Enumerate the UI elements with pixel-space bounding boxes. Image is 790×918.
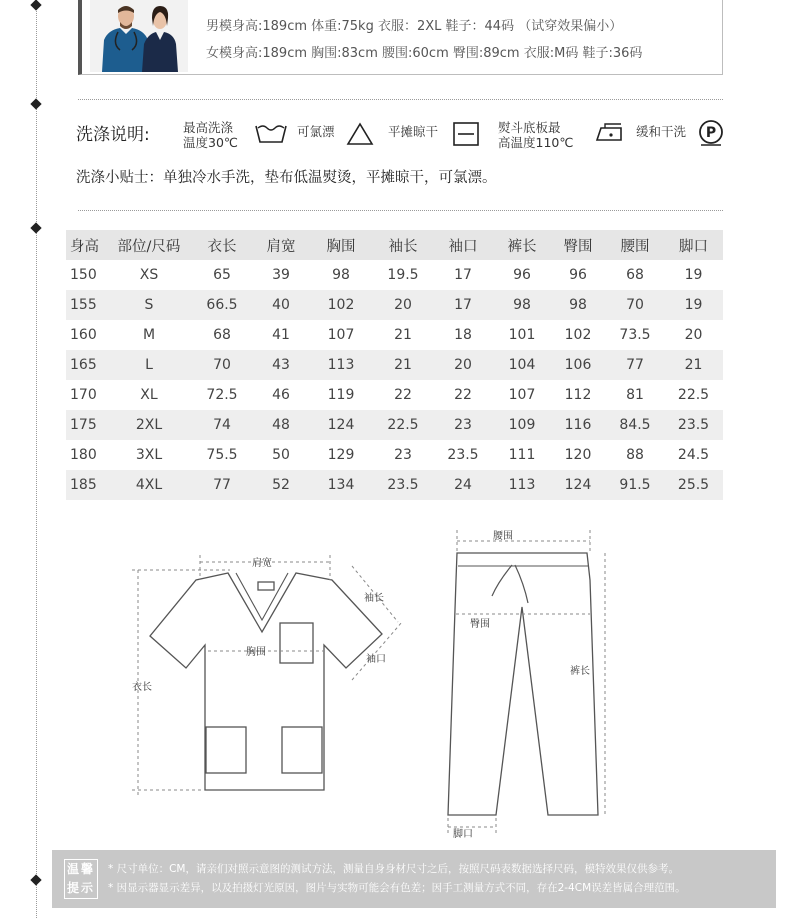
table-cell: 19 — [684, 267, 703, 283]
wash-item-label: 最高洗涤 温度30℃ — [183, 120, 238, 150]
wash-item-label: 平摊晾干 — [388, 124, 439, 139]
table-cell: 65 — [213, 267, 231, 283]
table-cell: 81 — [626, 387, 644, 403]
table-cell: 25.5 — [664, 470, 723, 500]
table-header-cell: 肩宽 — [254, 230, 308, 260]
table-cell: 23.5 — [374, 470, 432, 500]
table-cell: 113 — [308, 350, 374, 380]
table-cell: 120 — [564, 447, 592, 463]
table-cell: 170 — [70, 387, 97, 403]
table-cell: 119 — [327, 387, 355, 403]
table-cell: 19.5 — [387, 267, 419, 283]
table-cell: 17 — [432, 290, 494, 320]
label-pants-length: 裤长 — [570, 666, 590, 677]
table-cell: 155 — [66, 290, 108, 320]
table-cell: 124 — [550, 470, 606, 500]
table-cell: 116 — [550, 410, 606, 440]
table-cell: 106 — [550, 350, 606, 380]
label-shoulder: 肩宽 — [252, 558, 272, 569]
table-cell: 22.5 — [677, 387, 710, 403]
table-cell: 46 — [272, 387, 290, 403]
label-waist: 腰围 — [493, 531, 513, 542]
label-chest: 胸围 — [246, 647, 266, 658]
table-cell: 72.5 — [206, 387, 238, 403]
table-cell: 185 — [66, 470, 108, 500]
table-cell: 22 — [454, 387, 472, 403]
table-cell: 107 — [508, 387, 536, 403]
table-cell: 68 — [626, 267, 644, 283]
table-cell: 24 — [432, 470, 494, 500]
notice-badge: 温馨 提示 — [64, 859, 98, 899]
wash-title: 洗涤说明: — [76, 125, 150, 145]
table-cell: 165 — [66, 350, 108, 380]
table-cell: 3XL — [135, 447, 163, 463]
table-cell: S — [108, 290, 190, 320]
table-cell: 22.5 — [374, 410, 432, 440]
table-cell: 113 — [494, 470, 550, 500]
table-cell: L — [108, 350, 190, 380]
table-cell: 17 — [454, 267, 472, 283]
table-cell: M — [142, 327, 156, 343]
table-cell: 21 — [374, 350, 432, 380]
top-outline — [150, 573, 382, 790]
table-cell: 40 — [254, 290, 308, 320]
label-leg-opening: 脚口 — [453, 829, 473, 840]
table-cell: 41 — [272, 327, 290, 343]
table-cell: 74 — [190, 410, 254, 440]
table-cell: 91.5 — [606, 470, 664, 500]
pants-outline — [448, 553, 598, 815]
table-cell: 20 — [684, 327, 703, 343]
wash-tip: 洗涤小贴士：单独冷水手洗，垫布低温熨烫，平摊晾干，可氯漂。 — [76, 170, 497, 186]
table-cell: 70 — [606, 290, 664, 320]
footer-note: * 因显示器显示差异，以及拍摄灯光原因，图片与实物可能会有色差；因手工测量方式不同，存在2-4CM误差皆属合理范围。 — [108, 882, 686, 894]
table-cell: 96 — [569, 267, 587, 283]
table-header-cell: 胸围 — [308, 230, 374, 260]
table-cell: 4XL — [108, 470, 190, 500]
table-cell: 150 — [70, 267, 97, 283]
male-model-info: 男模身高:189cm 体重:75kg 衣服：2XL 鞋子：44码 （试穿效果偏小） — [206, 19, 623, 34]
table-cell: 50 — [272, 447, 290, 463]
wash-item-label: 缓和干洗 — [636, 124, 687, 139]
table-cell: 160 — [70, 327, 97, 343]
table-cell: 2XL — [108, 410, 190, 440]
dry-clean-p-letter: P — [705, 125, 717, 141]
table-cell: 20 — [374, 290, 432, 320]
table-cell: 22 — [394, 387, 412, 403]
table-cell: 24.5 — [677, 447, 710, 463]
table-cell: XS — [139, 267, 159, 283]
table-cell: 21 — [664, 350, 723, 380]
table-cell: 111 — [508, 447, 536, 463]
table-header-cell: 衣长 — [190, 230, 254, 260]
table-cell: 124 — [308, 410, 374, 440]
table-cell: 18 — [454, 327, 472, 343]
table-cell: 98 — [332, 267, 350, 283]
table-header-cell: 裤长 — [494, 230, 550, 260]
table-cell: 102 — [308, 290, 374, 320]
table-cell: 23.5 — [447, 447, 479, 463]
wash-item-label: 熨斗底板最 高温度110℃ — [498, 120, 574, 150]
table-header-cell: 部位/尺码 — [108, 230, 190, 260]
table-cell: 107 — [327, 327, 355, 343]
table-header-cell: 袖长 — [374, 230, 432, 260]
table-cell: 96 — [513, 267, 531, 283]
table-cell: 70 — [190, 350, 254, 380]
table-header-cell: 腰围 — [606, 230, 664, 260]
table-cell: 98 — [550, 290, 606, 320]
table-cell: 73.5 — [619, 327, 651, 343]
table-cell: 20 — [432, 350, 494, 380]
table-cell: 43 — [254, 350, 308, 380]
table-header-cell: 袖口 — [432, 230, 494, 260]
table-cell: 104 — [494, 350, 550, 380]
female-model-info: 女模身高:189cm 胸围:83cm 腰围:60cm 臀围:89cm 衣服:M码 鞋子:36码 — [206, 46, 643, 61]
table-cell: 39 — [272, 267, 290, 283]
table-cell: 109 — [494, 410, 550, 440]
table-cell: 88 — [626, 447, 644, 463]
table-cell: 77 — [190, 470, 254, 500]
table-header-cell: 脚口 — [664, 230, 723, 260]
footer-note: * 尺寸单位：CM，请亲们对照示意图的测试方法，测量自身身材尺寸之后，按照尺码表数据选择尺码，模特效果仅供参考。 — [108, 863, 679, 875]
label-top-length: 衣长 — [132, 682, 152, 693]
table-cell: 180 — [70, 447, 97, 463]
label-hip: 臀围 — [470, 619, 490, 630]
table-cell: 75.5 — [206, 447, 238, 463]
table-cell: 68 — [213, 327, 231, 343]
table-cell: 84.5 — [606, 410, 664, 440]
table-cell: 129 — [327, 447, 355, 463]
table-cell: 23.5 — [664, 410, 723, 440]
label-sleeve-length: 袖长 — [364, 593, 384, 604]
table-header-cell: 身高 — [66, 230, 108, 260]
table-cell: 19 — [664, 290, 723, 320]
table-cell: 98 — [494, 290, 550, 320]
table-cell: XL — [140, 387, 158, 403]
table-cell: 66.5 — [190, 290, 254, 320]
table-cell: 102 — [564, 327, 592, 343]
wash-item-label: 可氯漂 — [297, 124, 335, 139]
table-cell: 21 — [394, 327, 412, 343]
table-cell: 48 — [254, 410, 308, 440]
table-header-cell: 臀围 — [550, 230, 606, 260]
table-cell: 134 — [308, 470, 374, 500]
footer-notice — [52, 850, 776, 908]
table-cell: 175 — [66, 410, 108, 440]
table-cell: 112 — [564, 387, 592, 403]
table-cell: 101 — [508, 327, 536, 343]
label-cuff: 袖口 — [366, 654, 386, 665]
table-cell: 23 — [394, 447, 412, 463]
table-cell: 52 — [254, 470, 308, 500]
table-cell: 23 — [432, 410, 494, 440]
table-cell: 77 — [606, 350, 664, 380]
